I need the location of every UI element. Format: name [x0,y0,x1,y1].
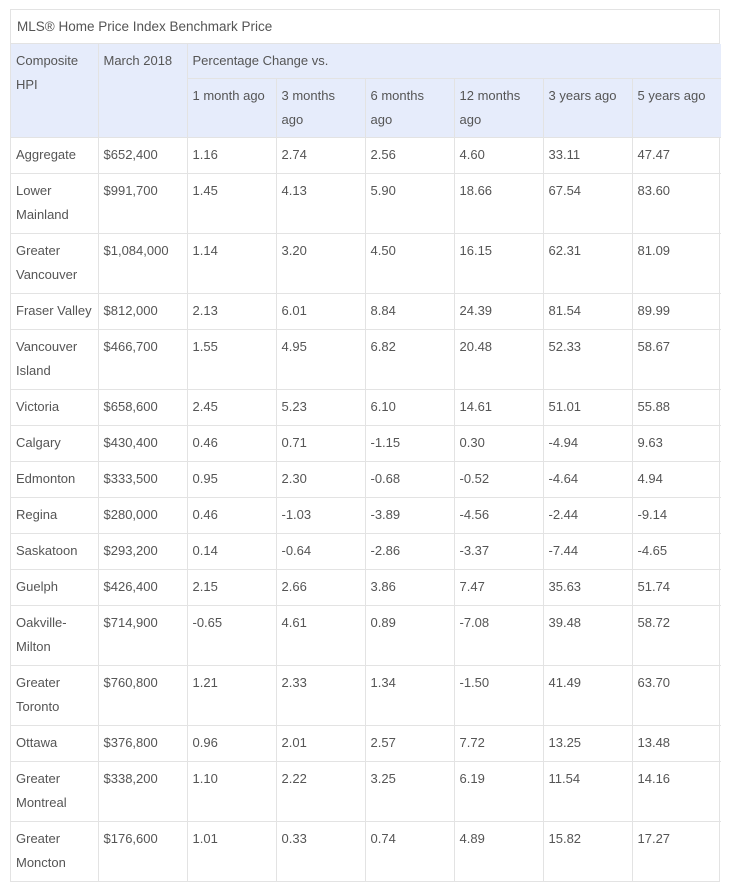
row-value: -0.65 [187,606,276,666]
table-row [11,234,721,294]
row-value: 58.72 [632,606,721,666]
row-name: Greater Montreal [11,762,98,822]
header-period: 12 months ago [454,79,543,138]
table-row [11,726,721,762]
row-value: 17.27 [632,822,721,882]
row-value: -1.03 [276,498,365,534]
row-value: -0.52 [454,462,543,498]
row-price: $333,500 [98,462,187,498]
row-price: $991,700 [98,174,187,234]
row-name: Guelph [11,570,98,606]
row-price: $280,000 [98,498,187,534]
row-value: 0.74 [365,822,454,882]
row-name: Oakville-Milton [11,606,98,666]
row-name: Greater Vancouver [11,234,98,294]
row-value: 1.21 [187,666,276,726]
row-value: 2.56 [365,138,454,174]
row-name: Greater Toronto [11,666,98,726]
header-month: March 2018 [98,44,187,138]
row-value: 14.16 [632,762,721,822]
row-value: 3.25 [365,762,454,822]
row-value: 2.22 [276,762,365,822]
row-value: 6.01 [276,294,365,330]
row-value: 13.25 [543,726,632,762]
row-value: 41.49 [543,666,632,726]
row-value: 4.94 [632,462,721,498]
row-price: $714,900 [98,606,187,666]
row-name: Edmonton [11,462,98,498]
row-price: $338,200 [98,762,187,822]
row-name: Regina [11,498,98,534]
row-value: 0.30 [454,426,543,462]
row-name: Aggregate [11,138,98,174]
header-period: 1 month ago [187,79,276,138]
table-row [11,606,721,666]
row-value: -4.64 [543,462,632,498]
row-value: 51.74 [632,570,721,606]
row-value: 20.48 [454,330,543,390]
row-value: 15.82 [543,822,632,882]
row-value: 2.57 [365,726,454,762]
row-value: 7.72 [454,726,543,762]
row-value: 63.70 [632,666,721,726]
header-percentage-change: Percentage Change vs. [187,44,721,79]
row-value: 6.19 [454,762,543,822]
row-value: 1.01 [187,822,276,882]
row-value: 14.61 [454,390,543,426]
table-row [11,390,721,426]
table-row [11,138,721,174]
table-row [11,762,721,822]
row-name: Greater Moncton [11,822,98,882]
row-value: 58.67 [632,330,721,390]
row-value: -4.94 [543,426,632,462]
row-value: 1.10 [187,762,276,822]
row-value: 0.46 [187,498,276,534]
row-value: 2.01 [276,726,365,762]
row-value: 51.01 [543,390,632,426]
row-value: 4.13 [276,174,365,234]
row-price: $376,800 [98,726,187,762]
row-value: 1.55 [187,330,276,390]
header-period: 3 years ago [543,79,632,138]
row-price: $658,600 [98,390,187,426]
row-price: $1,084,000 [98,234,187,294]
row-value: 81.09 [632,234,721,294]
table-row [11,534,721,570]
table-row [11,822,721,882]
row-value: 33.11 [543,138,632,174]
row-value: 89.99 [632,294,721,330]
row-value: 55.88 [632,390,721,426]
table-row [11,330,721,390]
row-price: $430,400 [98,426,187,462]
row-value: 13.48 [632,726,721,762]
row-value: 35.63 [543,570,632,606]
row-value: 9.63 [632,426,721,462]
row-value: -1.15 [365,426,454,462]
header-period: 5 years ago [632,79,721,138]
header-row [11,44,721,79]
row-value: 0.89 [365,606,454,666]
row-value: 0.95 [187,462,276,498]
row-price: $426,400 [98,570,187,606]
row-value: 0.71 [276,426,365,462]
header-period: 3 months ago [276,79,365,138]
row-value: -3.89 [365,498,454,534]
row-value: -2.44 [543,498,632,534]
header-period: 6 months ago [365,79,454,138]
row-name: Fraser Valley [11,294,98,330]
row-value: 2.45 [187,390,276,426]
row-value: -0.68 [365,462,454,498]
row-value: -3.37 [454,534,543,570]
row-value: 62.31 [543,234,632,294]
table-caption: MLS® Home Price Index Benchmark Price [11,10,719,44]
row-name: Saskatoon [11,534,98,570]
row-price: $652,400 [98,138,187,174]
table-row [11,174,721,234]
row-name: Victoria [11,390,98,426]
row-value: 2.66 [276,570,365,606]
row-value: 5.23 [276,390,365,426]
row-value: 2.30 [276,462,365,498]
table-row [11,666,721,726]
table-row [11,294,721,330]
row-value: -1.50 [454,666,543,726]
row-value: -7.08 [454,606,543,666]
row-value: 0.33 [276,822,365,882]
row-value: 4.61 [276,606,365,666]
row-value: 16.15 [454,234,543,294]
row-value: 2.33 [276,666,365,726]
row-value: 1.45 [187,174,276,234]
row-price: $176,600 [98,822,187,882]
row-name: Calgary [11,426,98,462]
table-row [11,462,721,498]
row-price: $466,700 [98,330,187,390]
row-value: 8.84 [365,294,454,330]
row-value: 24.39 [454,294,543,330]
row-value: 1.16 [187,138,276,174]
row-value: -7.44 [543,534,632,570]
row-value: 3.20 [276,234,365,294]
table-row [11,498,721,534]
row-value: 0.46 [187,426,276,462]
row-value: 4.95 [276,330,365,390]
row-value: 47.47 [632,138,721,174]
row-name: Ottawa [11,726,98,762]
row-value: -0.64 [276,534,365,570]
row-value: 6.82 [365,330,454,390]
row-value: 4.60 [454,138,543,174]
row-value: -2.86 [365,534,454,570]
row-value: 1.34 [365,666,454,726]
row-price: $812,000 [98,294,187,330]
row-value: 18.66 [454,174,543,234]
row-value: -9.14 [632,498,721,534]
row-value: 0.14 [187,534,276,570]
row-value: 4.50 [365,234,454,294]
row-value: 6.10 [365,390,454,426]
row-price: $293,200 [98,534,187,570]
row-value: -4.56 [454,498,543,534]
row-value: 1.14 [187,234,276,294]
table-row [11,570,721,606]
row-value: -4.65 [632,534,721,570]
hpi-table-container [10,9,720,882]
row-name: Lower Mainland [11,174,98,234]
row-value: 0.96 [187,726,276,762]
row-value: 81.54 [543,294,632,330]
row-name: Vancouver Island [11,330,98,390]
row-value: 7.47 [454,570,543,606]
row-value: 3.86 [365,570,454,606]
row-value: 67.54 [543,174,632,234]
row-value: 5.90 [365,174,454,234]
row-value: 2.15 [187,570,276,606]
row-value: 83.60 [632,174,721,234]
row-value: 2.13 [187,294,276,330]
header-composite: Composite HPI [11,44,98,138]
row-value: 39.48 [543,606,632,666]
row-value: 4.89 [454,822,543,882]
row-value: 52.33 [543,330,632,390]
table-body [11,138,721,882]
row-value: 2.74 [276,138,365,174]
table-row [11,426,721,462]
row-price: $760,800 [98,666,187,726]
row-value: 11.54 [543,762,632,822]
hpi-table [11,44,721,881]
